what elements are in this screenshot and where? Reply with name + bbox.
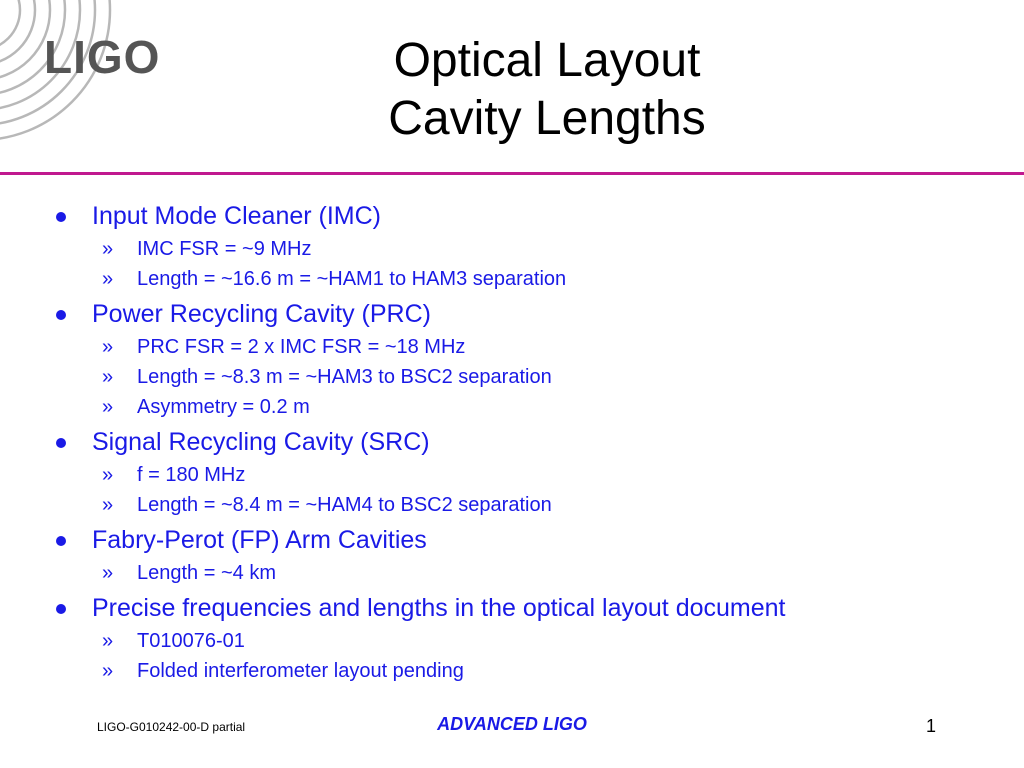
sub-marker-icon: » [102, 562, 114, 584]
sub-marker-icon: » [102, 464, 114, 486]
sub-bullet-item: PRC FSR = 2 x IMC FSR = ~18 MHz [137, 336, 466, 358]
bullet-item: Fabry-Perot (FP) Arm Cavities [92, 526, 427, 554]
sub-bullet-item: Length = ~8.3 m = ~HAM3 to BSC2 separation [137, 366, 552, 388]
sub-marker-icon: » [102, 238, 114, 260]
sub-bullet-item: f = 180 MHz [137, 464, 246, 486]
bullet-dot-icon [56, 536, 66, 546]
sub-bullet-item: Folded interferometer layout pending [137, 660, 464, 682]
bullet-item: Signal Recycling Cavity (SRC) [92, 428, 430, 456]
title-line-2: Cavity Lengths [388, 92, 706, 145]
sub-marker-icon: » [102, 660, 114, 682]
sub-marker-icon: » [102, 268, 114, 290]
sub-bullet-item: T010076-01 [137, 630, 245, 652]
sub-marker-icon: » [102, 336, 114, 358]
sub-bullet-item: Length = ~16.6 m = ~HAM1 to HAM3 separation [137, 268, 567, 290]
bullet-dot-icon [56, 604, 66, 614]
page-number: 1 [926, 716, 937, 736]
bullet-item: Input Mode Cleaner (IMC) [92, 202, 382, 230]
footer-title: ADVANCED LIGO [437, 714, 587, 734]
bullet-dot-icon [56, 310, 66, 320]
bullet-item: Power Recycling Cavity (PRC) [92, 300, 431, 328]
bullet-dot-icon [56, 438, 66, 448]
title-line-1: Optical Layout [393, 34, 701, 87]
bullet-dot-icon [56, 212, 66, 222]
sub-bullet-item: IMC FSR = ~9 MHz [137, 238, 312, 260]
ligo-logo: LIGO [44, 31, 161, 83]
bullet-item: Precise frequencies and lengths in the optical layout document [92, 594, 786, 622]
sub-bullet-item: Length = ~4 km [137, 562, 276, 584]
sub-bullet-item: Length = ~8.4 m = ~HAM4 to BSC2 separation [137, 494, 552, 516]
sub-bullet-item: Asymmetry = 0.2 m [137, 396, 310, 418]
footer-doc-id: LIGO-G010242-00-D partial [97, 720, 246, 734]
sub-marker-icon: » [102, 366, 114, 388]
sub-marker-icon: » [102, 396, 114, 418]
sub-marker-icon: » [102, 630, 114, 652]
sub-marker-icon: » [102, 494, 114, 516]
